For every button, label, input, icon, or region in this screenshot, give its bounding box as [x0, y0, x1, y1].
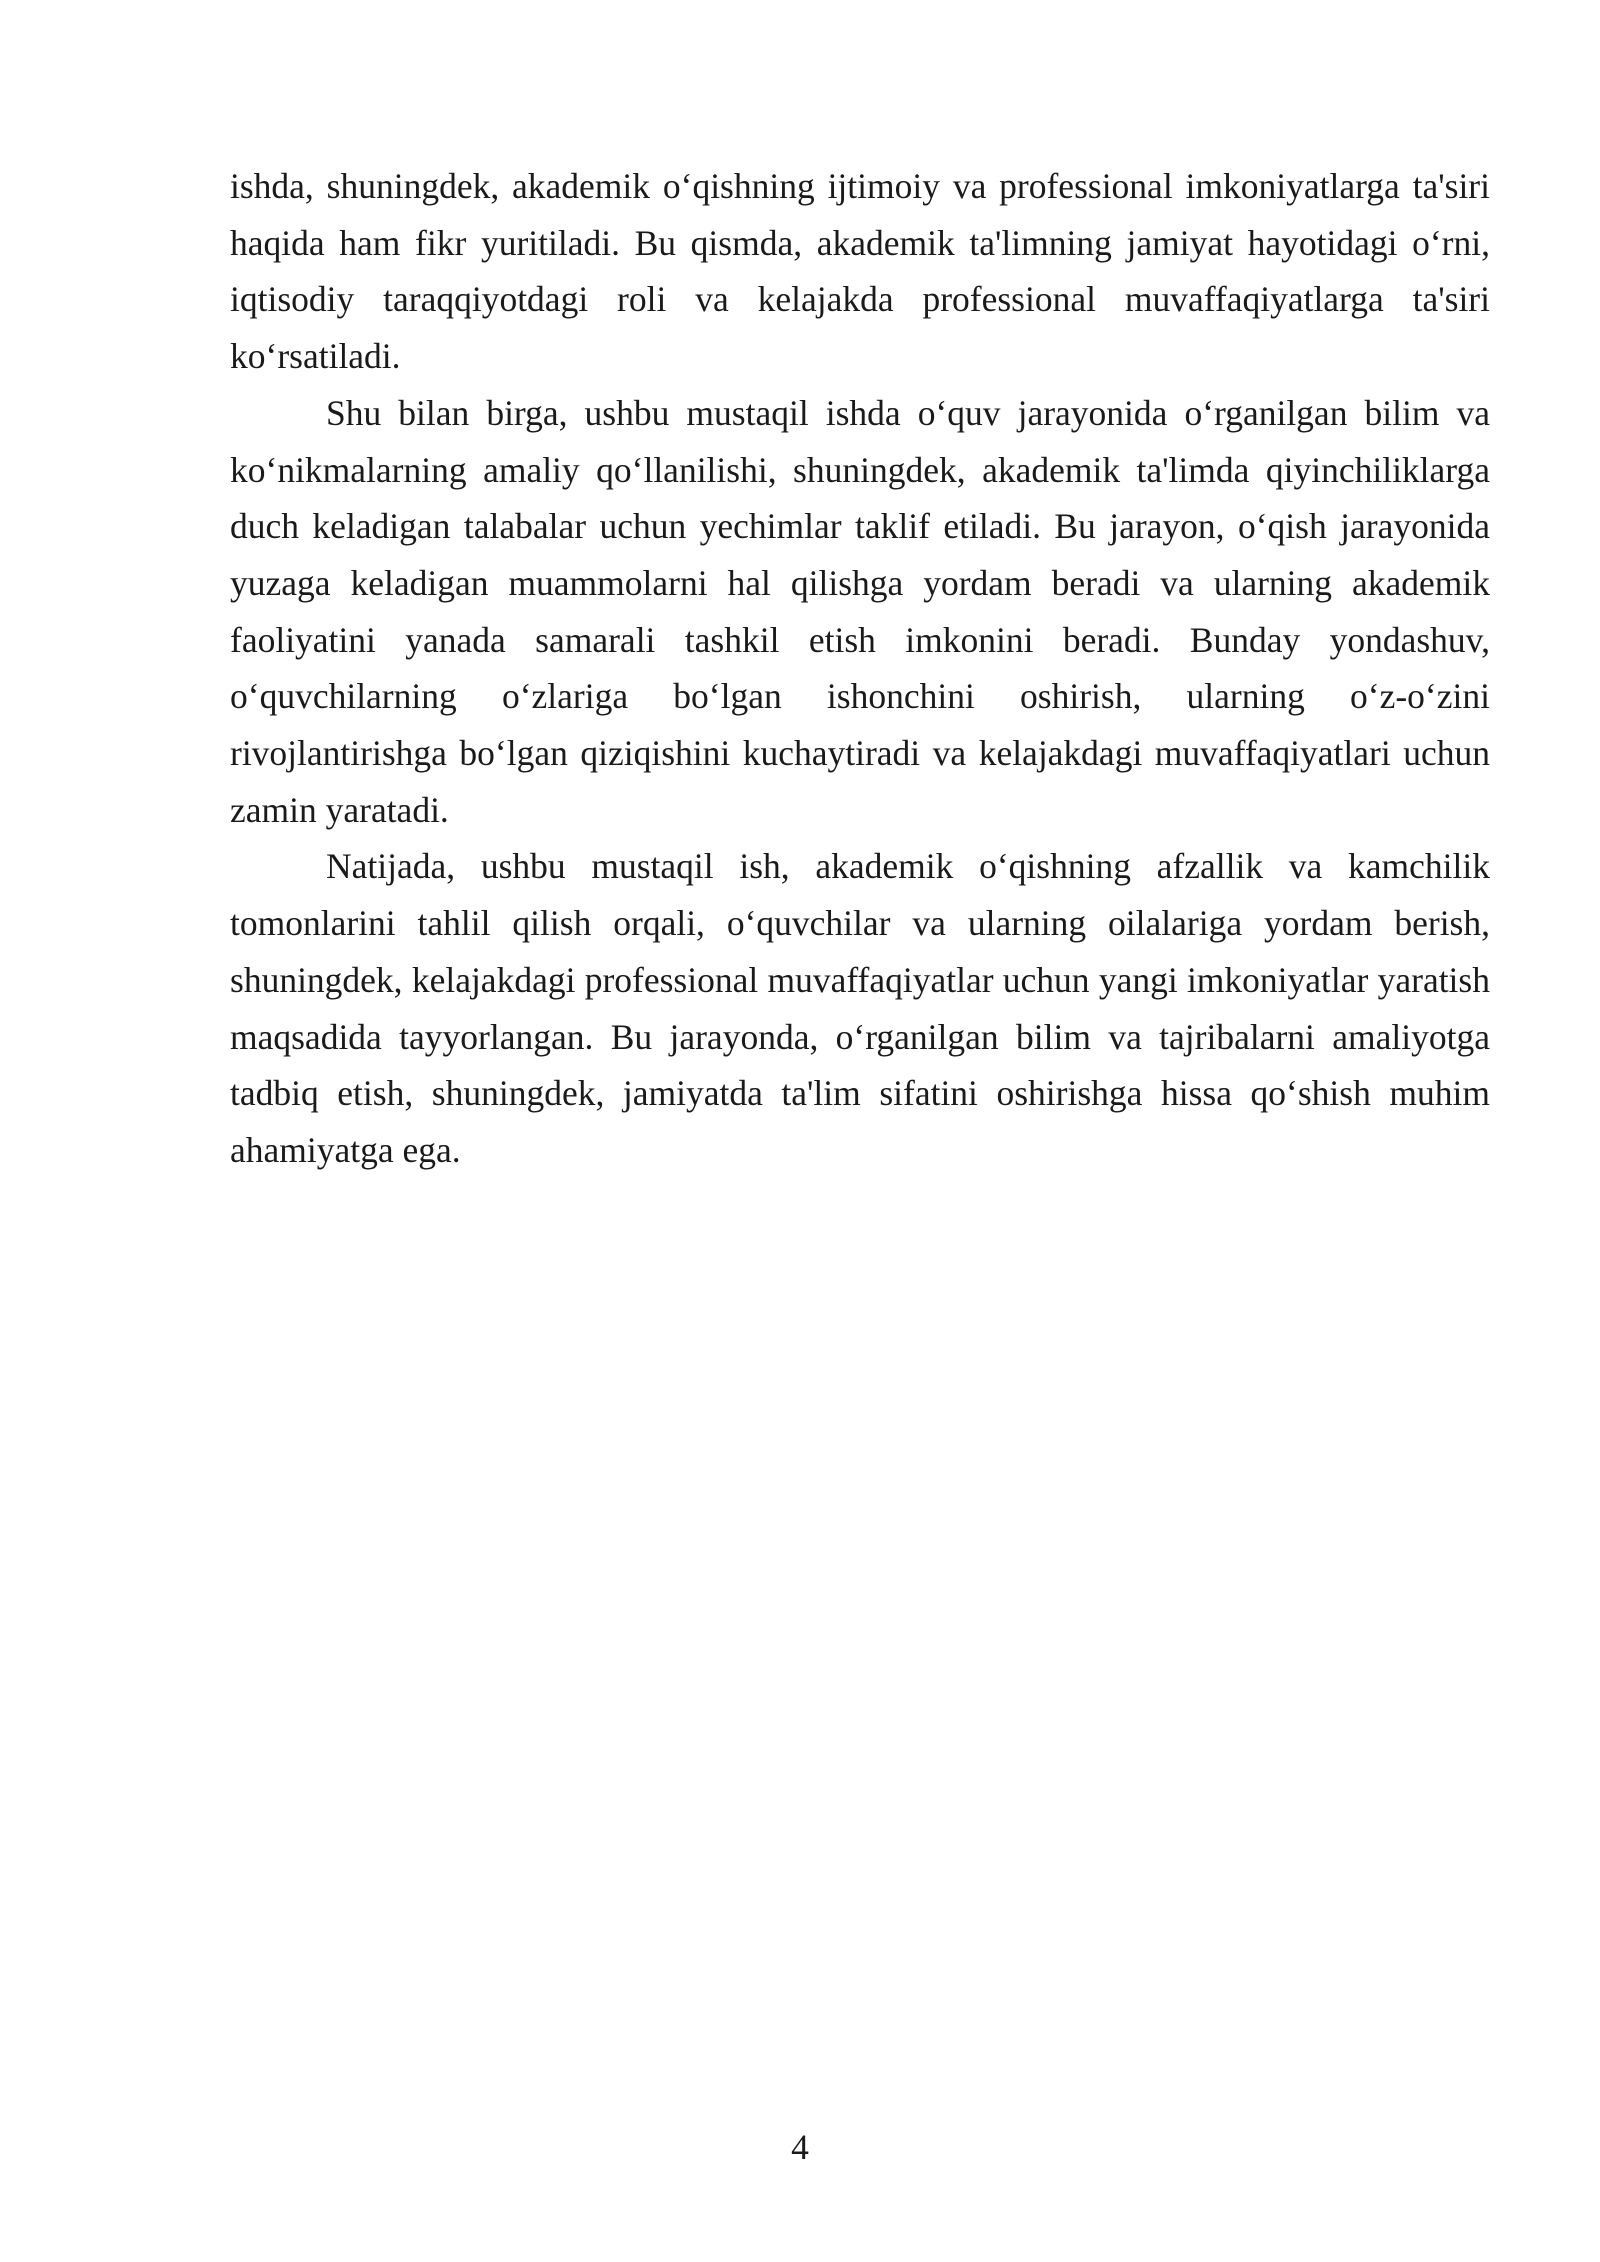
- page-number: 4: [791, 2127, 809, 2167]
- body-text: [230, 158, 1490, 1179]
- paragraph: Shu bilan birga, ushbu mustaqil ishda o‘quv jarayonida o‘rganilgan bilim va ko‘nikmalarning amaliy qo‘llanilishi, shuningdek, akademik ta'limda qiyinchiliklarga duch keladigan talabalar uchun yechimlar taklif etiladi. Bu jarayon, o‘qish jarayonida yuzaga keladigan muammolarni hal qilishga yordam beradi va ularning akademik faoliyatini yanada samarali tashkil etish imkonini beradi. Bunday yondashuv, o‘quvchilarning o‘zlariga bo‘lgan ishonchini oshirish, ularning o‘z-o‘zini rivojlantirishga bo‘lgan qiziqishini kuchaytiradi va kelajakdagi muvaffaqiyatlari uchun zamin yaratadi.: [230, 392, 1490, 830]
- paragraph: Natijada, ushbu mustaqil ish, akademik o‘qishning afzallik va kamchilik tomonlarini tahlil qilish orqali, o‘quvchilar va ularning oilalariga yordam berish, shuningdek, kelajakdagi professional muvaffaqiyatlar uchun yangi imkoniyatlar yaratish maqsadida tayyorlangan. Bu jarayonda, o‘rganilgan bilim va tajribalarni amaliyotga tadbiq etish, shuningdek, jamiyatda ta'lim sifatini oshirishga hissa qo‘shish muhim ahamiyatga ega.: [230, 846, 1490, 1170]
- paragraph-continued: ishda, shuningdek, akademik o‘qishning ijtimoiy va professional imkoniyatlarga ta'siri haqida ham fikr yuritiladi. Bu qismda, akademik ta'limning jamiyat hayotidagi o‘rni, iqtisodiy taraqqiyotdagi roli va kelajakda professional muvaffaqiyatlarga ta'siri ko‘rsatiladi.: [230, 166, 1490, 377]
